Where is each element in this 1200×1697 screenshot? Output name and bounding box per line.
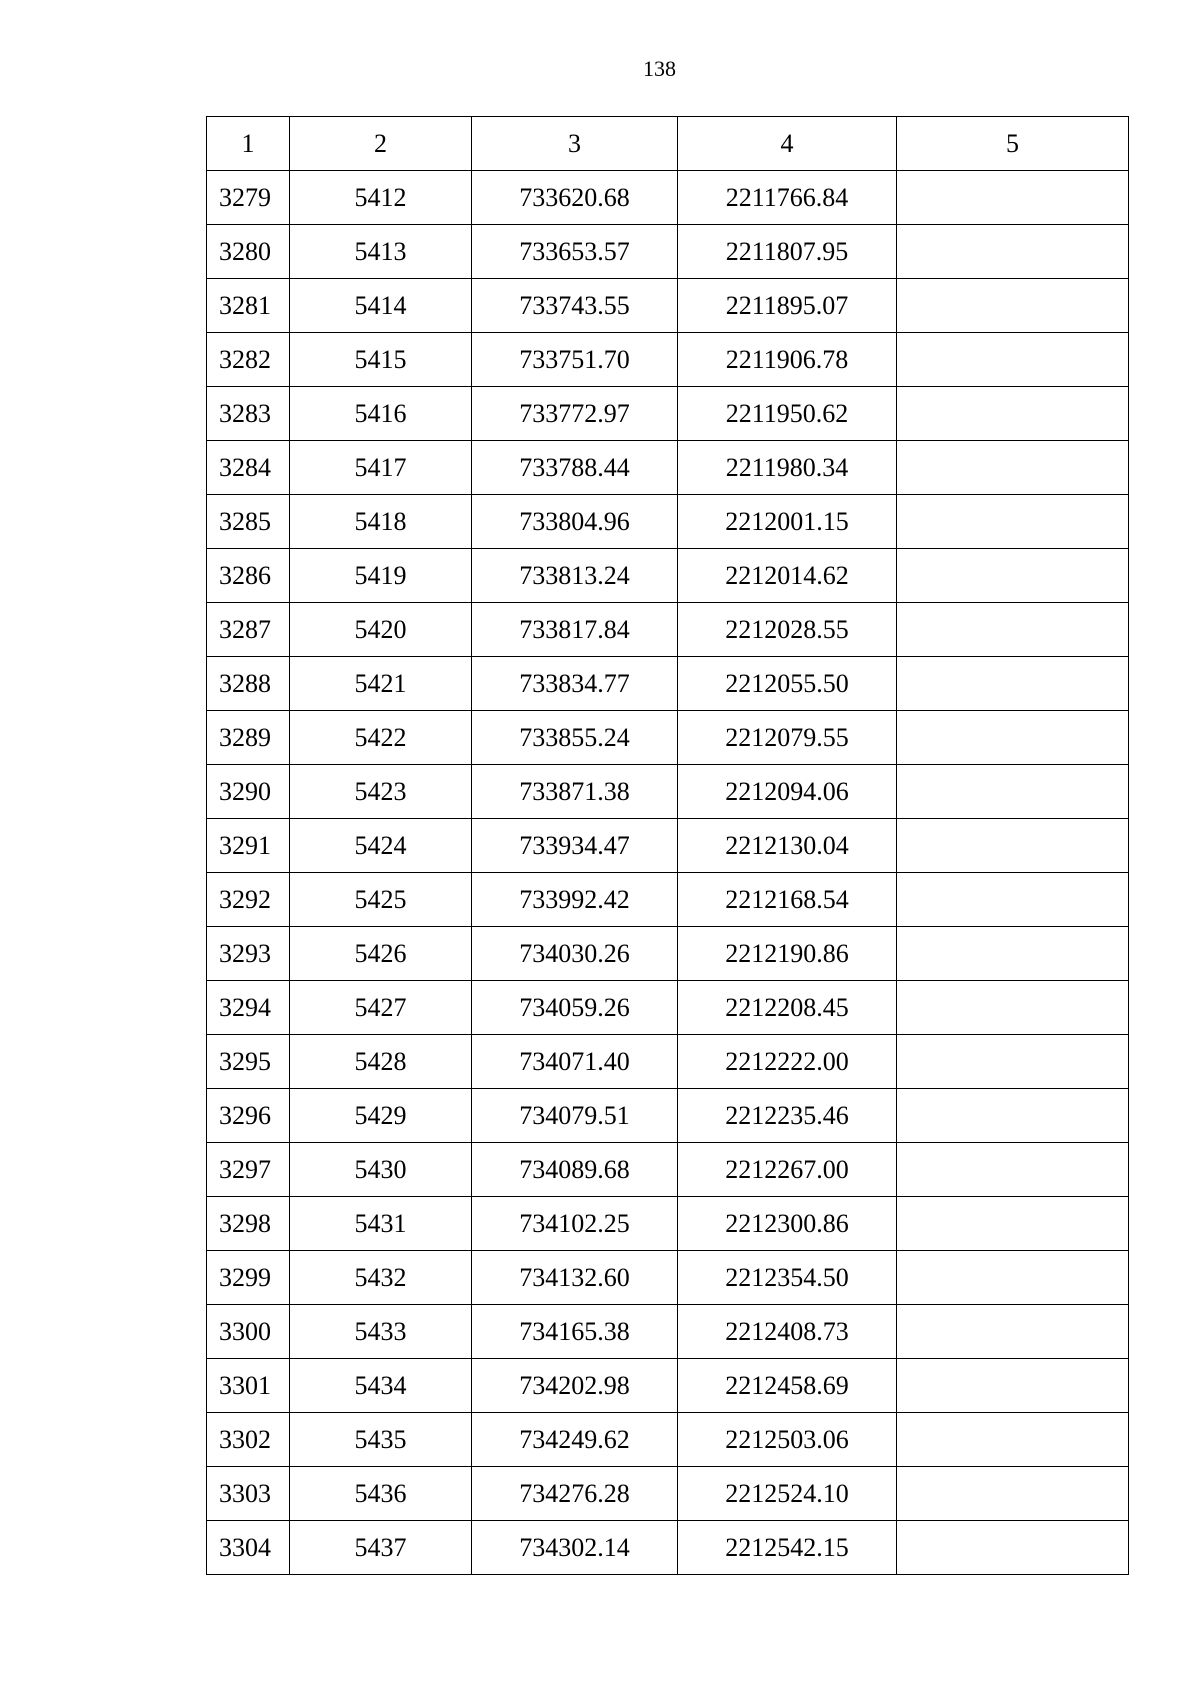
note-cell [897, 981, 1129, 1035]
note-cell [897, 1359, 1129, 1413]
note-cell [897, 1251, 1129, 1305]
coordinates-table [206, 116, 1129, 1575]
x-coordinate-cell: 733804.96 [472, 495, 678, 549]
y-coordinate-cell: 2212300.86 [678, 1197, 897, 1251]
table-row [207, 1521, 1129, 1575]
table-row [207, 1089, 1129, 1143]
x-coordinate-cell: 734249.62 [472, 1413, 678, 1467]
point-number-cell: 5427 [290, 981, 472, 1035]
point-number-cell: 5420 [290, 603, 472, 657]
y-coordinate-cell: 2211766.84 [678, 171, 897, 225]
x-coordinate-cell: 734302.14 [472, 1521, 678, 1575]
x-coordinate-cell: 733813.24 [472, 549, 678, 603]
x-coordinate-cell: 733934.47 [472, 819, 678, 873]
x-coordinate-cell: 733743.55 [472, 279, 678, 333]
point-number-cell: 5433 [290, 1305, 472, 1359]
row-number-cell: 3293 [207, 927, 290, 981]
header-cell-3: 3 [472, 117, 678, 171]
table-row [207, 441, 1129, 495]
point-number-cell: 5415 [290, 333, 472, 387]
x-coordinate-cell: 733855.24 [472, 711, 678, 765]
row-number-cell: 3290 [207, 765, 290, 819]
note-cell [897, 873, 1129, 927]
header-cell-5: 5 [897, 117, 1129, 171]
row-number-cell: 3291 [207, 819, 290, 873]
row-number-cell: 3302 [207, 1413, 290, 1467]
note-cell [897, 1089, 1129, 1143]
y-coordinate-cell: 2212235.46 [678, 1089, 897, 1143]
row-number-cell: 3297 [207, 1143, 290, 1197]
x-coordinate-cell: 734276.28 [472, 1467, 678, 1521]
row-number-cell: 3304 [207, 1521, 290, 1575]
note-cell [897, 1143, 1129, 1197]
table-row [207, 765, 1129, 819]
row-number-cell: 3285 [207, 495, 290, 549]
table-row [207, 333, 1129, 387]
y-coordinate-cell: 2212130.04 [678, 819, 897, 873]
x-coordinate-cell: 734079.51 [472, 1089, 678, 1143]
point-number-cell: 5431 [290, 1197, 472, 1251]
x-coordinate-cell: 733772.97 [472, 387, 678, 441]
row-number-cell: 3289 [207, 711, 290, 765]
point-number-cell: 5436 [290, 1467, 472, 1521]
y-coordinate-cell: 2212524.10 [678, 1467, 897, 1521]
table-row [207, 1251, 1129, 1305]
table-row [207, 495, 1129, 549]
row-number-cell: 3298 [207, 1197, 290, 1251]
table-header [207, 117, 1129, 171]
note-cell [897, 765, 1129, 819]
point-number-cell: 5422 [290, 711, 472, 765]
x-coordinate-cell: 733871.38 [472, 765, 678, 819]
row-number-cell: 3288 [207, 657, 290, 711]
y-coordinate-cell: 2211895.07 [678, 279, 897, 333]
y-coordinate-cell: 2212267.00 [678, 1143, 897, 1197]
header-row [207, 117, 1129, 171]
note-cell [897, 279, 1129, 333]
y-coordinate-cell: 2212014.62 [678, 549, 897, 603]
point-number-cell: 5414 [290, 279, 472, 333]
note-cell [897, 387, 1129, 441]
y-coordinate-cell: 2211906.78 [678, 333, 897, 387]
table-body [207, 171, 1129, 1575]
x-coordinate-cell: 734071.40 [472, 1035, 678, 1089]
point-number-cell: 5418 [290, 495, 472, 549]
x-coordinate-cell: 733653.57 [472, 225, 678, 279]
y-coordinate-cell: 2212168.54 [678, 873, 897, 927]
table-row [207, 225, 1129, 279]
point-number-cell: 5437 [290, 1521, 472, 1575]
table-row [207, 711, 1129, 765]
row-number-cell: 3296 [207, 1089, 290, 1143]
point-number-cell: 5432 [290, 1251, 472, 1305]
note-cell [897, 549, 1129, 603]
note-cell [897, 1521, 1129, 1575]
y-coordinate-cell: 2212055.50 [678, 657, 897, 711]
y-coordinate-cell: 2212001.15 [678, 495, 897, 549]
note-cell [897, 711, 1129, 765]
y-coordinate-cell: 2212354.50 [678, 1251, 897, 1305]
y-coordinate-cell: 2212208.45 [678, 981, 897, 1035]
point-number-cell: 5419 [290, 549, 472, 603]
y-coordinate-cell: 2212542.15 [678, 1521, 897, 1575]
row-number-cell: 3284 [207, 441, 290, 495]
point-number-cell: 5412 [290, 171, 472, 225]
note-cell [897, 1035, 1129, 1089]
y-coordinate-cell: 2212503.06 [678, 1413, 897, 1467]
point-number-cell: 5429 [290, 1089, 472, 1143]
x-coordinate-cell: 734102.25 [472, 1197, 678, 1251]
x-coordinate-cell: 734165.38 [472, 1305, 678, 1359]
x-coordinate-cell: 733834.77 [472, 657, 678, 711]
x-coordinate-cell: 734132.60 [472, 1251, 678, 1305]
y-coordinate-cell: 2211980.34 [678, 441, 897, 495]
row-number-cell: 3283 [207, 387, 290, 441]
point-number-cell: 5421 [290, 657, 472, 711]
x-coordinate-cell: 734202.98 [472, 1359, 678, 1413]
row-number-cell: 3303 [207, 1467, 290, 1521]
table-row [207, 387, 1129, 441]
x-coordinate-cell: 733817.84 [472, 603, 678, 657]
y-coordinate-cell: 2212458.69 [678, 1359, 897, 1413]
point-number-cell: 5423 [290, 765, 472, 819]
note-cell [897, 1467, 1129, 1521]
point-number-cell: 5434 [290, 1359, 472, 1413]
note-cell [897, 441, 1129, 495]
table-row [207, 1467, 1129, 1521]
row-number-cell: 3294 [207, 981, 290, 1035]
note-cell [897, 657, 1129, 711]
x-coordinate-cell: 733788.44 [472, 441, 678, 495]
note-cell [897, 603, 1129, 657]
row-number-cell: 3295 [207, 1035, 290, 1089]
point-number-cell: 5426 [290, 927, 472, 981]
note-cell [897, 1197, 1129, 1251]
point-number-cell: 5430 [290, 1143, 472, 1197]
note-cell [897, 225, 1129, 279]
point-number-cell: 5425 [290, 873, 472, 927]
header-cell-1: 1 [207, 117, 290, 171]
table-row [207, 981, 1129, 1035]
note-cell [897, 171, 1129, 225]
point-number-cell: 5428 [290, 1035, 472, 1089]
table-row [207, 1305, 1129, 1359]
note-cell [897, 1305, 1129, 1359]
y-coordinate-cell: 2211950.62 [678, 387, 897, 441]
table-row [207, 1413, 1129, 1467]
point-number-cell: 5424 [290, 819, 472, 873]
x-coordinate-cell: 733992.42 [472, 873, 678, 927]
table-row [207, 657, 1129, 711]
point-number-cell: 5416 [290, 387, 472, 441]
table-row [207, 927, 1129, 981]
table-row [207, 819, 1129, 873]
note-cell [897, 495, 1129, 549]
y-coordinate-cell: 2212079.55 [678, 711, 897, 765]
row-number-cell: 3299 [207, 1251, 290, 1305]
y-coordinate-cell: 2212190.86 [678, 927, 897, 981]
y-coordinate-cell: 2212028.55 [678, 603, 897, 657]
table-row [207, 279, 1129, 333]
table-row [207, 1197, 1129, 1251]
table-row [207, 1143, 1129, 1197]
x-coordinate-cell: 734030.26 [472, 927, 678, 981]
table-row [207, 1035, 1129, 1089]
row-number-cell: 3301 [207, 1359, 290, 1413]
row-number-cell: 3281 [207, 279, 290, 333]
row-number-cell: 3280 [207, 225, 290, 279]
y-coordinate-cell: 2212222.00 [678, 1035, 897, 1089]
point-number-cell: 5413 [290, 225, 472, 279]
y-coordinate-cell: 2212408.73 [678, 1305, 897, 1359]
note-cell [897, 927, 1129, 981]
note-cell [897, 333, 1129, 387]
table-row [207, 603, 1129, 657]
y-coordinate-cell: 2212094.06 [678, 765, 897, 819]
point-number-cell: 5435 [290, 1413, 472, 1467]
x-coordinate-cell: 733620.68 [472, 171, 678, 225]
table-row [207, 1359, 1129, 1413]
table-row [207, 549, 1129, 603]
point-number-cell: 5417 [290, 441, 472, 495]
header-cell-4: 4 [678, 117, 897, 171]
x-coordinate-cell: 733751.70 [472, 333, 678, 387]
table-row [207, 873, 1129, 927]
header-cell-2: 2 [290, 117, 472, 171]
row-number-cell: 3300 [207, 1305, 290, 1359]
y-coordinate-cell: 2211807.95 [678, 225, 897, 279]
row-number-cell: 3282 [207, 333, 290, 387]
row-number-cell: 3286 [207, 549, 290, 603]
x-coordinate-cell: 734089.68 [472, 1143, 678, 1197]
row-number-cell: 3292 [207, 873, 290, 927]
row-number-cell: 3279 [207, 171, 290, 225]
note-cell [897, 1413, 1129, 1467]
row-number-cell: 3287 [207, 603, 290, 657]
page-number: 138 [643, 56, 676, 81]
table-row [207, 171, 1129, 225]
x-coordinate-cell: 734059.26 [472, 981, 678, 1035]
note-cell [897, 819, 1129, 873]
